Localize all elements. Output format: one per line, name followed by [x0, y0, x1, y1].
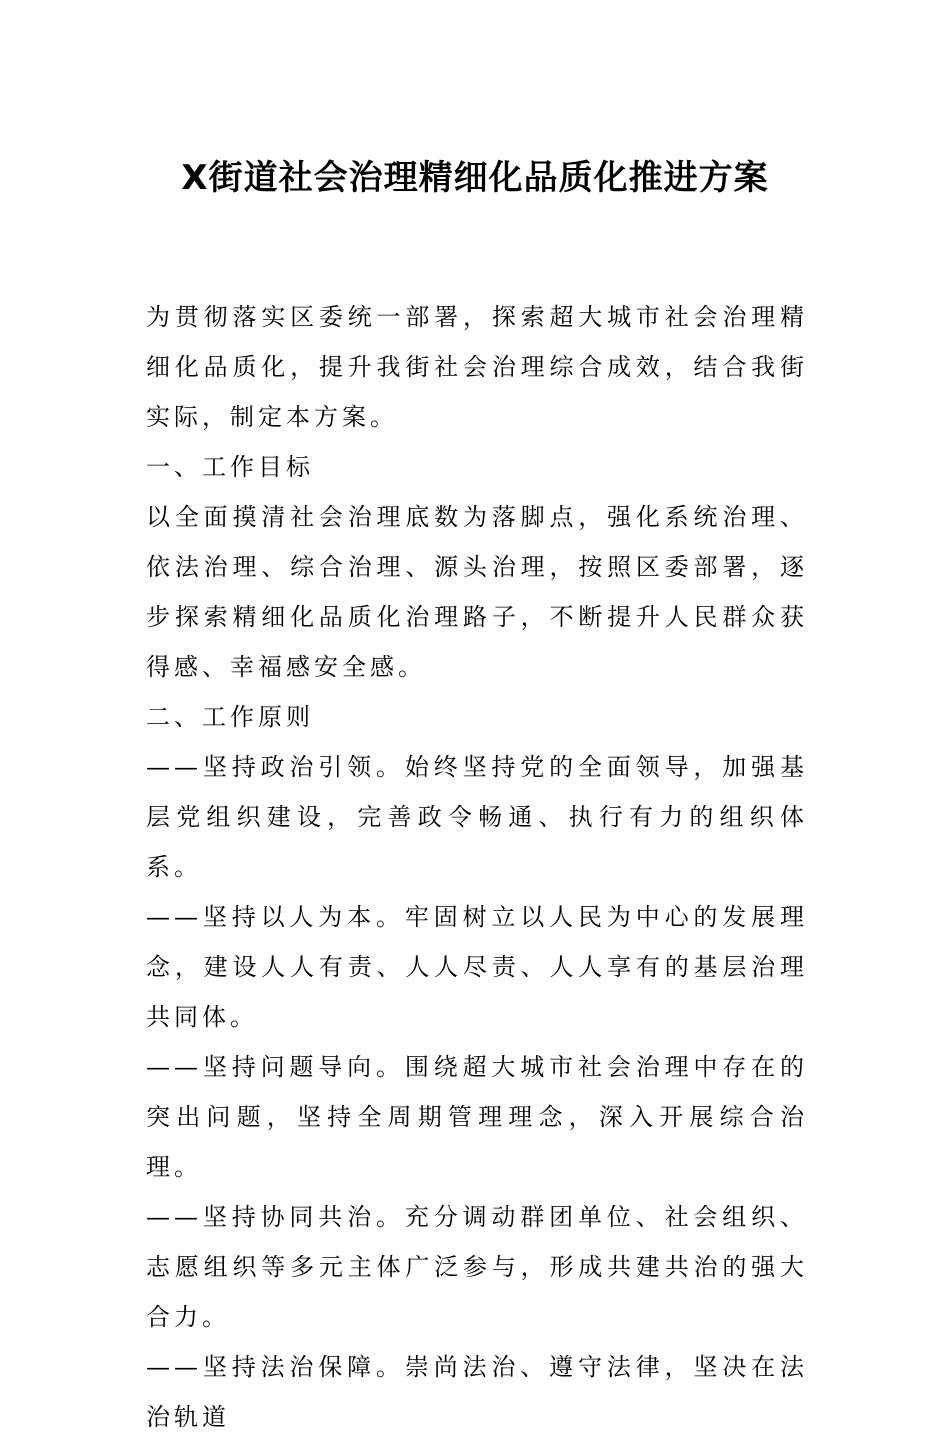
- document-body: [146, 292, 808, 1442]
- goals-paragraph: 以全面摸清社会治理底数为落脚点，强化系统治理、依法治理、综合治理、源头治理，按照区委部署，逐步探索精细化品质化治理路子，不断提升人民群众获得感、幸福感安全感。: [146, 503, 808, 681]
- section-heading-goals: 一、工作目标: [146, 453, 314, 481]
- intro-paragraph: 为贯彻落实区委统一部署，探索超大城市社会治理精细化品质化，提升我街社会治理综合成效，结合我街实际，制定本方案。: [146, 303, 808, 431]
- principle-paragraph: ——坚持问题导向。围绕超大城市社会治理中存在的突出问题，坚持全周期管理理念，深入开展综合治理。: [146, 1053, 808, 1181]
- section-heading-principles: 二、工作原则: [146, 703, 314, 731]
- principle-paragraph: ——坚持协同共治。充分调动群团单位、社会组织、志愿组织等多元主体广泛参与，形成共建共治的强大合力。: [146, 1203, 808, 1331]
- principle-paragraph: ——坚持法治保障。崇尚法治、遵守法律，坚决在法治轨道: [146, 1353, 808, 1431]
- principle-paragraph: ——坚持以人为本。牢固树立以人民为中心的发展理念，建设人人有责、人人尽责、人人享有的基层治理共同体。: [146, 903, 808, 1031]
- principle-paragraph: ——坚持政治引领。始终坚持党的全面领导，加强基层党组织建设，完善政令畅通、执行有力的组织体系。: [146, 753, 808, 881]
- document-title: X街道社会治理精细化品质化推进方案: [181, 158, 769, 198]
